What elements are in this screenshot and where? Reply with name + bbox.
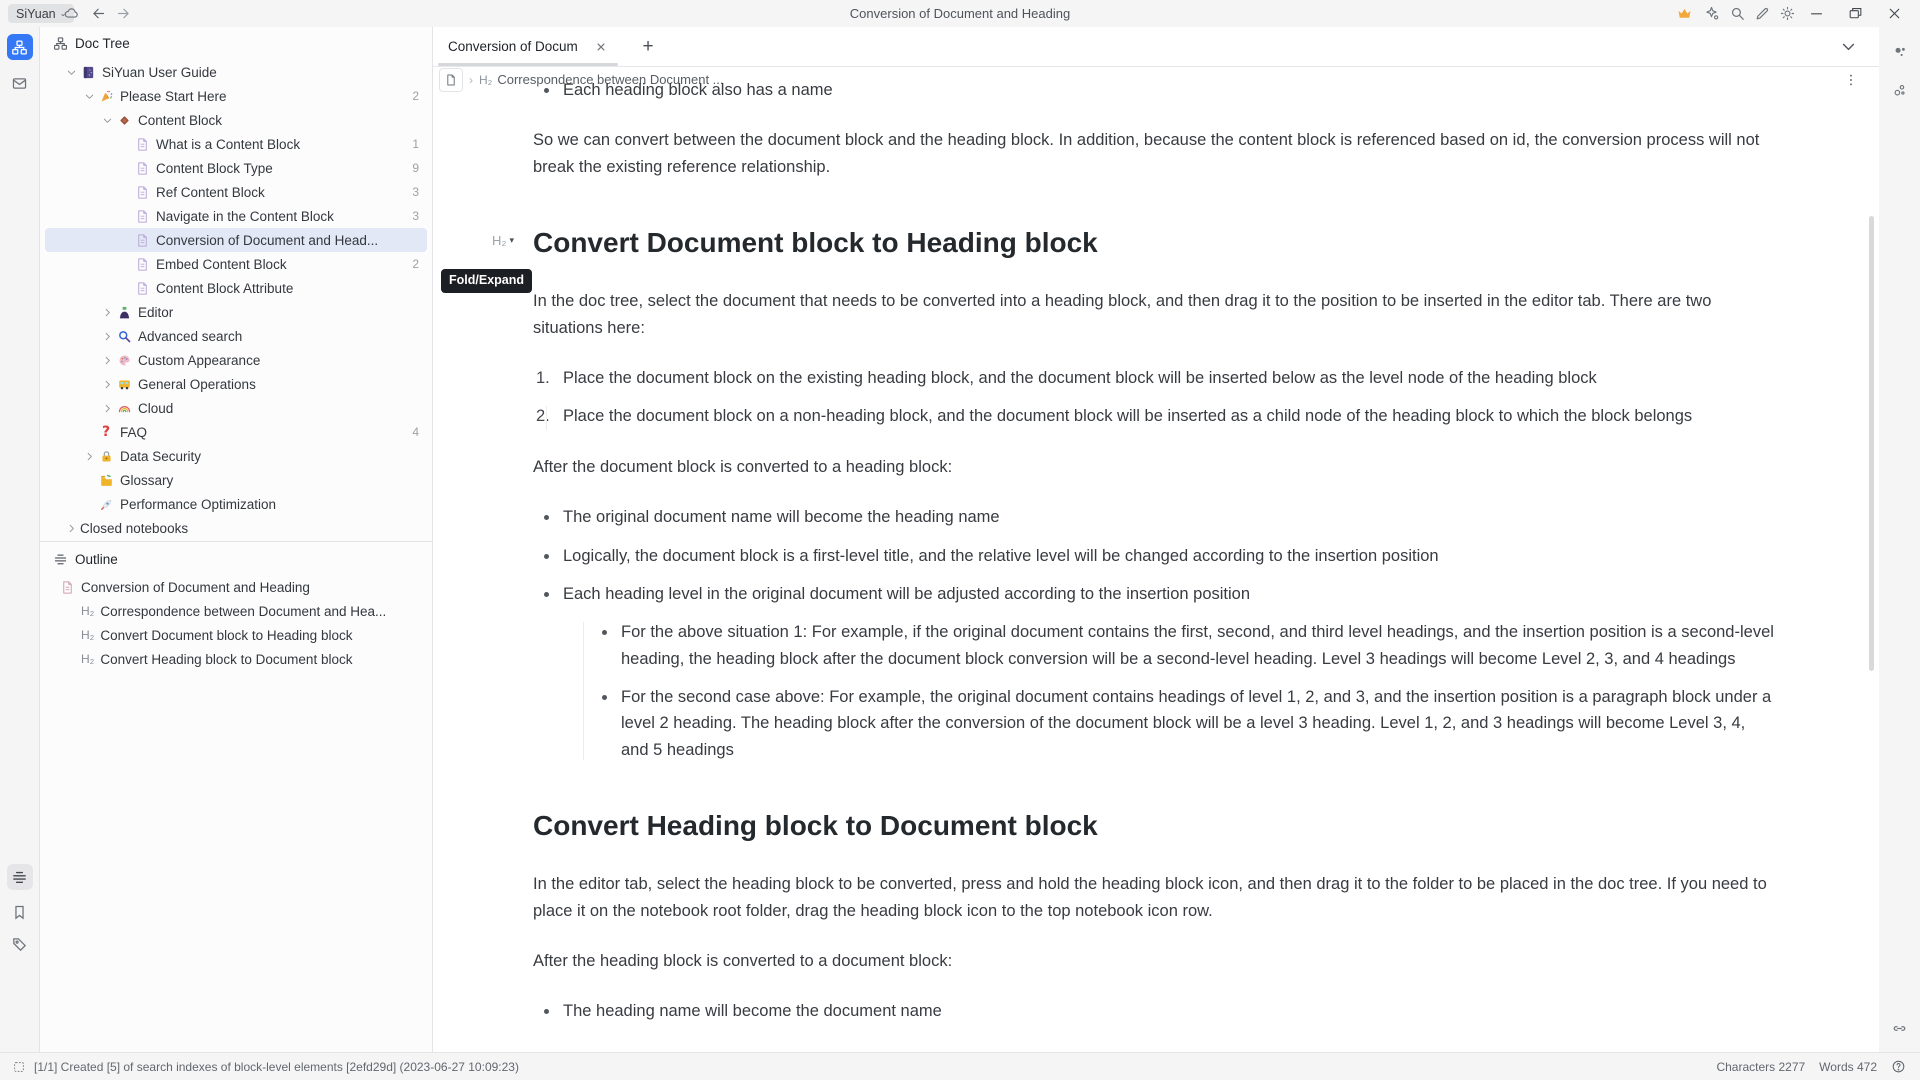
doc-tree-item-label: FAQ (120, 424, 148, 440)
doc-icon (134, 184, 150, 200)
doc-tree-item-label: Data Security (120, 448, 202, 464)
search-icon[interactable] (1729, 5, 1746, 22)
chevron-right-icon[interactable] (98, 303, 116, 321)
ordered-list-item[interactable] (533, 365, 1776, 391)
outline-item[interactable] (45, 575, 427, 599)
bus-icon (116, 376, 132, 392)
doc-tree-item-label: Embed Content Block (156, 256, 287, 272)
tab-close-icon[interactable] (594, 40, 608, 54)
bullet-list-block (533, 504, 1776, 763)
paragraph-block[interactable]: In the doc tree, select the document that needs to be converted into a heading block, and then drag it to the position to be inserted in the editor tab. There are two situations here: (533, 292, 1712, 337)
doc-tree-item[interactable] (45, 108, 427, 132)
doc-count-badge: 9 (412, 161, 419, 175)
paragraph-block[interactable]: In the editor tab, select the heading block to be converted, press and hold the heading block icon, and then drag it to the folder to be placed in the doc tree. If you need to place it on the notebook root folder, drag the heading block icon to the top notebook icon row. (533, 875, 1767, 920)
list-item-text: The original document name will become the heading name (563, 508, 1000, 527)
doc-icon (134, 280, 150, 296)
doc-tree-item[interactable] (45, 132, 427, 156)
word-count: Words 472 (1819, 1059, 1877, 1074)
doc-tree-item-label: Advanced search (138, 328, 243, 344)
graph-dock-icon[interactable] (1887, 39, 1913, 65)
fold-expand-tooltip: Fold/Expand (441, 269, 532, 293)
doc-tree-item-label: General Operations (138, 376, 256, 392)
doc-tree-icon (53, 36, 68, 51)
doc-tree-item[interactable] (45, 372, 427, 396)
doc-tree-item[interactable] (45, 276, 427, 300)
outline-item-label: Conversion of Document and Heading (81, 579, 310, 595)
outline-item-label: Correspondence between Document and Hea... (100, 603, 387, 619)
list-item-text: Place the document block on the existing heading block, and the document block will be inserted below as the level node of the heading block (563, 368, 1597, 387)
marketplace-icon[interactable] (1703, 5, 1720, 22)
toggle-spacer (116, 135, 134, 153)
folder-icon (98, 472, 114, 488)
list-item-text: The heading name will become the document name (563, 1002, 942, 1021)
maximize-icon[interactable] (1847, 5, 1864, 22)
ink-icon (116, 304, 132, 320)
heading-gutter-marker[interactable] (492, 234, 514, 247)
doc-count-badge: 3 (412, 209, 419, 223)
doc-tree-item-label: Please Start Here (120, 88, 227, 104)
rocket-icon (98, 496, 114, 512)
help-icon[interactable] (1891, 1059, 1906, 1074)
chevron-right-icon[interactable] (62, 519, 80, 537)
window-title: Conversion of Document and Heading (849, 6, 1071, 21)
backlinks-icon (1890, 1019, 1908, 1037)
cloud-sync-icon[interactable] (63, 5, 80, 22)
list-item-text: For the second case above: For example, the original document contains headings of level 1, 2, and 3, and the insertion position is a paragraph block under a level 2 heading. The heading block after the conversion of the document block will be a level 3 heading. Level 1, 2, and 3 headings will become Level 3, 4, and 5 headings (621, 688, 1772, 759)
tag-icon (11, 936, 28, 953)
bookmark-icon (11, 904, 28, 921)
tab-conversion-of-document[interactable] (438, 27, 618, 66)
panel-divider (40, 541, 432, 542)
doc-tree-item-label: Custom Appearance (138, 352, 261, 368)
doc-icon (134, 256, 150, 272)
chevron-right-icon[interactable] (80, 447, 98, 465)
doc-tree-item[interactable] (45, 60, 427, 84)
doc-icon (134, 208, 150, 224)
doc-tree-item[interactable] (45, 84, 427, 108)
doc-tree-item[interactable] (45, 324, 427, 348)
question-icon: ? (101, 424, 111, 440)
doc-tree-item[interactable] (45, 228, 427, 252)
tab-list-chevron-icon[interactable] (1840, 38, 1857, 55)
heading-text: Convert Heading block to Document block (533, 810, 1098, 842)
gutter-h2-label: H₂ (492, 233, 507, 249)
doc-tree-header (40, 27, 432, 59)
doc-tree-item-label: What is a Content Block (156, 136, 301, 152)
tab-title: Conversion of Docum (448, 39, 578, 54)
doc-tree-item[interactable] (45, 204, 427, 228)
character-count: Characters 2277 (1716, 1059, 1806, 1074)
chevron-down-icon[interactable] (98, 111, 116, 129)
list-item-text: Place the document block on a non-heading block, and the document block will be inserted as a child node of the heading block to which the block belongs (563, 407, 1693, 426)
doc-tree-item-label: Conversion of Document and Head... (156, 232, 379, 248)
document-icon (59, 579, 75, 595)
doc-tree-item-label: Cloud (138, 400, 174, 416)
chevron-right-icon[interactable] (98, 327, 116, 345)
list-item[interactable] (591, 684, 1776, 763)
doc-tree-item[interactable] (45, 396, 427, 420)
fold-caret-icon[interactable]: ▾ (509, 235, 514, 246)
h2-badge: H₂ (81, 604, 95, 618)
doc-tree-dock-icon[interactable] (7, 34, 33, 60)
inbox-mail-icon (11, 75, 28, 92)
lock-icon (98, 448, 114, 464)
breadcrumb-doc-icon[interactable] (439, 68, 463, 92)
chevron-down-icon[interactable] (80, 87, 98, 105)
titlebar (0, 0, 1920, 27)
right-dock (1878, 27, 1920, 1053)
minimize-icon[interactable] (1808, 5, 1825, 22)
ordered-list-item[interactable] (533, 403, 1776, 429)
doc-icon (134, 160, 150, 176)
doc-tree-item[interactable] (45, 468, 427, 492)
h2-badge: H₂ (81, 628, 95, 642)
list-item[interactable] (591, 619, 1776, 672)
doc-tree-item-label: Ref Content Block (156, 184, 265, 200)
breadcrumb-item[interactable]: Correspondence between Document ... (497, 72, 724, 87)
outline-dock-icon[interactable] (7, 864, 33, 890)
outline-item[interactable] (45, 599, 427, 623)
doc-tree-item-label: SiYuan User Guide (102, 64, 217, 80)
list-item[interactable] (533, 77, 1776, 103)
doc-tree-item-label: Editor (138, 304, 174, 320)
doc-tree-item-label: Content Block (138, 112, 223, 128)
choco-icon (116, 112, 132, 128)
h2-badge: H₂ (81, 652, 95, 666)
heading2-block[interactable] (449, 224, 1776, 288)
task-queue-icon[interactable] (12, 1060, 26, 1074)
more-kebab-icon[interactable] (1843, 72, 1859, 88)
bookmark-dock-icon[interactable] (7, 899, 33, 925)
chevron-right-icon[interactable] (98, 351, 116, 369)
scrollbar-thumb[interactable] (1869, 216, 1874, 671)
doc-tree-item-label: Content Block Type (156, 160, 273, 176)
outline-icon (53, 552, 68, 567)
doc-tree-item[interactable] (45, 252, 427, 276)
global-graph-icon (1891, 81, 1909, 99)
breadcrumb-h2-badge: H₂ (479, 72, 493, 87)
magnifier-icon (116, 328, 132, 344)
party-icon (98, 88, 114, 104)
breadcrumb-separator: › (469, 72, 473, 87)
chevron-right-icon[interactable] (98, 399, 116, 417)
doc-tree-item-label: Navigate in the Content Block (156, 208, 334, 224)
paragraph-block[interactable]: After the heading block is converted to a document block: (533, 952, 953, 971)
app-menu-label: SiYuan (16, 6, 56, 21)
toggle-spacer (116, 231, 134, 249)
doc-count-badge: 3 (412, 185, 419, 199)
list-item[interactable] (533, 998, 1776, 1024)
status-message: [1/1] Created [5] of search indexes of block-level elements [2efd29d] (2023-06-27 10:09:23) (34, 1059, 519, 1074)
chevron-right-icon[interactable] (98, 375, 116, 393)
doc-tree-item-label: Performance Optimization (120, 496, 277, 512)
paragraph-block[interactable]: After the document block is converted to a heading block: (533, 457, 953, 476)
outline-header (40, 543, 432, 575)
heading2-block[interactable] (533, 807, 1776, 845)
outline-item[interactable] (45, 623, 427, 647)
doc-tree-item[interactable] (45, 300, 427, 324)
doc-tree-panel (40, 27, 433, 1053)
outline-item-label: Convert Document block to Heading block (100, 627, 353, 643)
heading-text: Convert Document block to Heading block (533, 227, 1098, 259)
doc-tree-icon (11, 39, 28, 56)
doc-tree-item[interactable] (45, 516, 427, 540)
list-item-text: Each heading level in the original document will be adjusted according to the insertion position (563, 584, 1251, 603)
doc-count-badge: 4 (412, 425, 419, 439)
list-item-text: Logically, the document block is a first-level title, and the relative level will be changed according to the insertion position (563, 546, 1439, 565)
edit-pencil-icon[interactable] (1754, 5, 1771, 22)
doc-tree-item[interactable] (45, 444, 427, 468)
outline-icon (11, 869, 28, 886)
doc-tree-item[interactable] (45, 492, 427, 516)
toggle-spacer (116, 207, 134, 225)
toggle-spacer (116, 279, 134, 297)
chevron-down-icon[interactable] (62, 63, 80, 81)
tab-bar (433, 27, 1879, 67)
graph-icon (1891, 43, 1909, 61)
left-dock (0, 27, 40, 1053)
toggle-spacer (116, 159, 134, 177)
ordered-list-block (533, 365, 1776, 430)
tag-dock-icon[interactable] (7, 931, 33, 957)
notebook-icon (80, 64, 96, 80)
editor-area (433, 27, 1879, 1053)
list-item-text: Each heading block also has a name (563, 81, 833, 99)
palette-icon (116, 352, 132, 368)
doc-tree-item-label: Closed notebooks (80, 520, 189, 536)
list-number: 2. (536, 407, 550, 426)
back-arrow-icon[interactable] (90, 5, 107, 22)
forward-arrow-icon[interactable] (115, 5, 132, 22)
document-content (449, 77, 1776, 1025)
bullet-list-block (533, 77, 1776, 103)
toggle-spacer (116, 255, 134, 273)
toggle-spacer (80, 423, 98, 441)
bullet-list-block (533, 998, 1776, 1024)
status-bar (0, 1052, 1920, 1080)
inbox-dock-icon[interactable] (7, 70, 33, 96)
doc-tree-item[interactable] (45, 420, 427, 444)
list-item[interactable] (533, 581, 1776, 763)
doc-tree-header-label: Doc Tree (75, 35, 130, 51)
editor-scroll-region[interactable] (433, 81, 1879, 1053)
rainbow-icon (116, 400, 132, 416)
global-graph-dock-icon[interactable] (1887, 77, 1913, 103)
doc-tree-item[interactable] (45, 180, 427, 204)
outline-list (40, 575, 432, 671)
paragraph-block[interactable]: So we can convert between the document block and the heading block. In addition, because the content block is referenced based on id, the conversion process will not break the existing reference relationship. (533, 131, 1760, 176)
theme-sun-icon[interactable] (1779, 5, 1796, 22)
outline-header-label: Outline (75, 551, 118, 567)
list-number: 1. (536, 368, 550, 387)
doc-tree-item-label: Content Block Attribute (156, 280, 294, 296)
list-item[interactable] (533, 543, 1776, 569)
doc-count-badge: 2 (412, 89, 419, 103)
doc-tree-list (40, 60, 432, 540)
doc-icon (134, 136, 150, 152)
doc-count-badge: 2 (412, 257, 419, 271)
toggle-spacer (80, 495, 98, 513)
new-tab-button[interactable]: + (642, 35, 654, 57)
doc-tree-item[interactable] (45, 348, 427, 372)
outline-item[interactable] (45, 647, 427, 671)
doc-icon (134, 232, 150, 248)
doc-tree-item-label: Glossary (120, 472, 174, 488)
doc-count-badge: 1 (412, 137, 419, 151)
outline-item-label: Convert Heading block to Document block (100, 651, 353, 667)
toggle-spacer (80, 471, 98, 489)
vip-crown-icon[interactable] (1676, 5, 1693, 22)
toggle-spacer (116, 183, 134, 201)
nested-list (591, 619, 1776, 763)
chevron-down-icon: ⌄ (59, 9, 67, 18)
list-item[interactable] (533, 504, 1776, 530)
backlinks-dock-icon[interactable] (1886, 1015, 1912, 1041)
doc-tree-item[interactable] (45, 156, 427, 180)
list-item-text: For the above situation 1: For example, if the original document contains the first, second, and third level headings, and the insertion position is a second-level heading, the heading block after the document block conversion will be a second-level heading. Level 3 headings will become Level 2, 3, and 4 headings (621, 623, 1774, 668)
close-icon[interactable] (1886, 5, 1903, 22)
